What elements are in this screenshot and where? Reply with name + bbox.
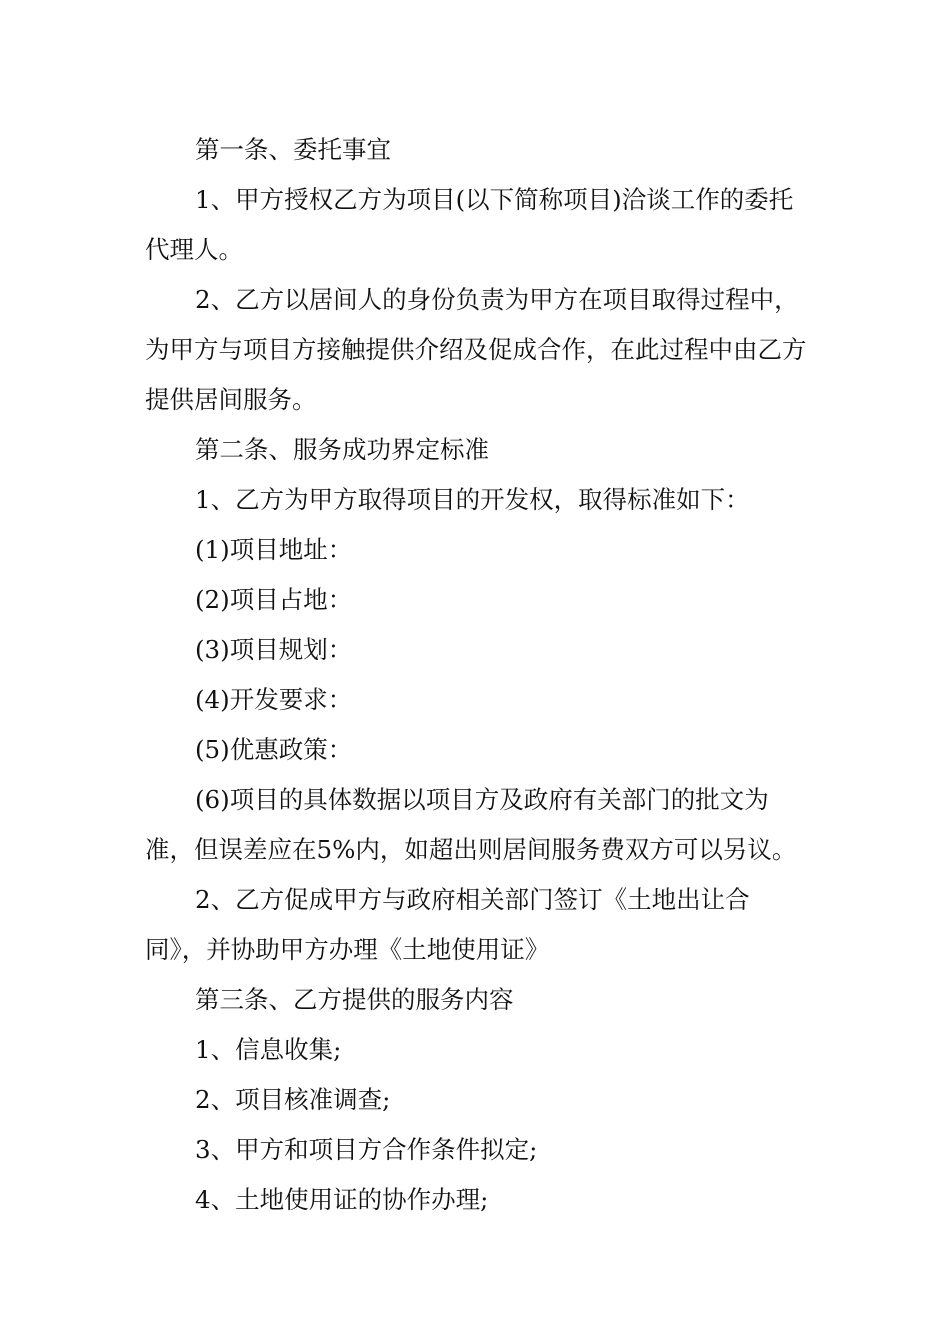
article-3-item-2: 2、项目核准调查; [195,1085,391,1114]
article-3-heading: 第三条、乙方提供的服务内容 [195,985,514,1014]
article-3-item-4: 4、土地使用证的协作办理; [195,1185,489,1214]
article-2-clause-1: 1、乙方为甲方取得项目的开发权，取得标准如下： [195,485,750,514]
article-2-item-1: (1)项目地址： [195,535,353,564]
article-2-item-6: (6)项目的具体数据以项目方及政府有关部门的批文为准，但误差应在5%内，如超出则居间服务费双方可以另议。 [145,785,797,864]
document-body [145,125,810,1225]
article-1-heading: 第一条、委托事宜 [195,135,391,164]
article-2-item-2: (2)项目占地： [195,585,353,614]
article-2-item-5: (5)优惠政策： [195,735,353,764]
article-2-clause-2: 2、乙方促成甲方与政府相关部门签订《土地出让合同》，并协助甲方办理《土地使用证》 [145,885,750,964]
article-2-heading: 第二条、服务成功界定标准 [195,435,489,464]
article-1-clause-1: 1、甲方授权乙方为项目(以下简称项目)洽谈工作的委托代理人。 [145,185,794,264]
article-3-item-3: 3、甲方和项目方合作条件拟定; [195,1135,538,1164]
article-1-clause-2: 2、乙方以居间人的身份负责为甲方在项目取得过程中，为甲方与项目方接触提供介绍及促成合作，在此过程中由乙方提供居间服务。 [145,285,807,414]
article-2-item-3: (3)项目规划： [195,635,353,664]
article-3-item-1: 1、信息收集; [195,1035,342,1064]
article-2-item-4: (4)开发要求： [195,685,353,714]
